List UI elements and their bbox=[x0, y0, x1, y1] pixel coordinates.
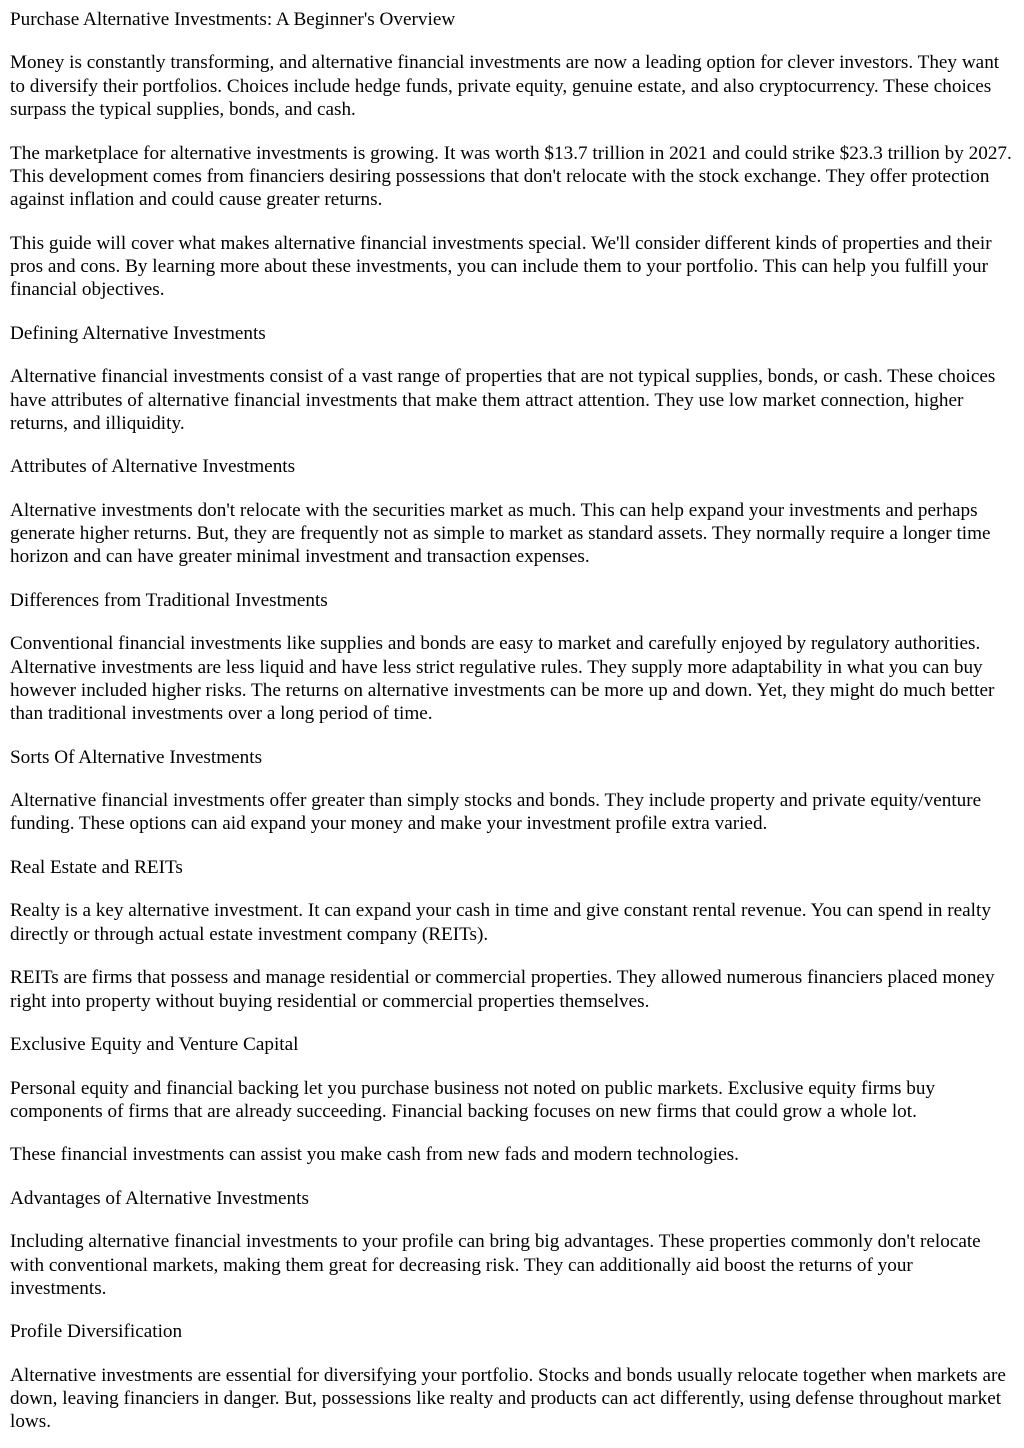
section-heading-differences: Differences from Traditional Investments bbox=[10, 589, 328, 611]
defining-paragraph: Alternative financial investments consist of a vast range of properties that are not typical supplies, bonds, or cash. These choices have attributes of alternative financial investments that make them attract attention. They use low market connection, higher returns, and illiquidity. bbox=[10, 366, 996, 434]
diversification-paragraph: Alternative investments are essential for diversifying your portfolio. Stocks and bonds usually relocate together when markets are down, leaving financiers in danger. But, possessions like realty and products can act differently, using defense throughout market lows. bbox=[10, 1364, 1006, 1433]
sorts-paragraph: Alternative financial investments offer greater than simply stocks and bonds. They include property and private equity/venture funding. These options can aid expand your money and make your investment profile extra varied. bbox=[10, 790, 982, 835]
section-heading-sorts: Sorts Of Alternative Investments bbox=[10, 746, 263, 768]
attributes-paragraph: Alternative investments don't relocate with the securities market as much. This can help expand your investments and perhaps generate higher returns. But, they are frequently not as simple to market as standard assets. They normally require a longer time horizon and can have greater minimal investment and transaction expenses. bbox=[10, 499, 991, 568]
reits-paragraph: REITs are firms that possess and manage residential or commercial properties. They allowed numerous financiers placed money right into property without buying residential or commercial properties themselves. bbox=[10, 967, 995, 1012]
private-equity-paragraph: Personal equity and financial backing let you purchase business not noted on public markets. Exclusive equity firms buy components of firms that are already succeeding. Financial backing focuses on new firms that could grow a whole lot. bbox=[10, 1077, 936, 1122]
guide-overview-paragraph: This guide will cover what makes alternative financial investments special. We'll consider different kinds of properties and their pros and cons. By learning more about these investments, you can include them to your portfolio. This can help you fulfill your financial objectives. bbox=[10, 232, 992, 301]
advantages-paragraph: Including alternative financial investments to your profile can bring big advantages. These properties commonly don't relocate with conventional markets, making them great for decreasing risk. They can additionally aid boost the returns of your investments. bbox=[10, 1231, 981, 1299]
intro-paragraph: Money is constantly transforming, and alternative financial investments are now a leading option for clever investors. They want to diversify their portfolios. Choices include hedge funds, private equity, genuine estate, and also cryptocurrency. These choices surpass the typical supplies, bonds, and cash. bbox=[10, 52, 1000, 121]
section-heading-advantages: Advantages of Alternative Investments bbox=[10, 1187, 309, 1209]
section-heading-private-equity: Exclusive Equity and Venture Capital bbox=[10, 1034, 299, 1056]
trends-paragraph: These financial investments can assist you make cash from new fads and modern technologies. bbox=[10, 1144, 739, 1166]
real-estate-paragraph: Realty is a key alternative investment. It can expand your cash in time and give constant rental revenue. You can spend in realty directly or through actual estate investment company (REITs). bbox=[10, 900, 991, 945]
page-title: Purchase Alternative Investments: A Beginner's Overview bbox=[10, 9, 456, 30]
section-heading-real-estate: Real Estate and REITs bbox=[10, 856, 183, 878]
differences-paragraph: Conventional financial investments like supplies and bonds are easy to market and carefully enjoyed by regulatory authorities. Alternative investments are less liquid and have less strict regulative rules. They supply more adaptability in what you can buy however included higher risks. The returns on alternative investments can be more up and down. Yet, they might do much better than traditional investments over a long period of time. bbox=[10, 633, 995, 725]
section-heading-defining: Defining Alternative Investments bbox=[10, 322, 266, 344]
section-heading-attributes: Attributes of Alternative Investments bbox=[10, 456, 296, 478]
market-growth-paragraph: The marketplace for alternative investments is growing. It was worth $13.7 trillion in 2021 and could strike $23.3 trillion by 2027. This development comes from financiers desiring possessions that don't relocate with the stock exchange. They offer protection against inflation and could cause greater returns. bbox=[10, 142, 1012, 211]
section-heading-diversification: Profile Diversification bbox=[10, 1321, 183, 1343]
